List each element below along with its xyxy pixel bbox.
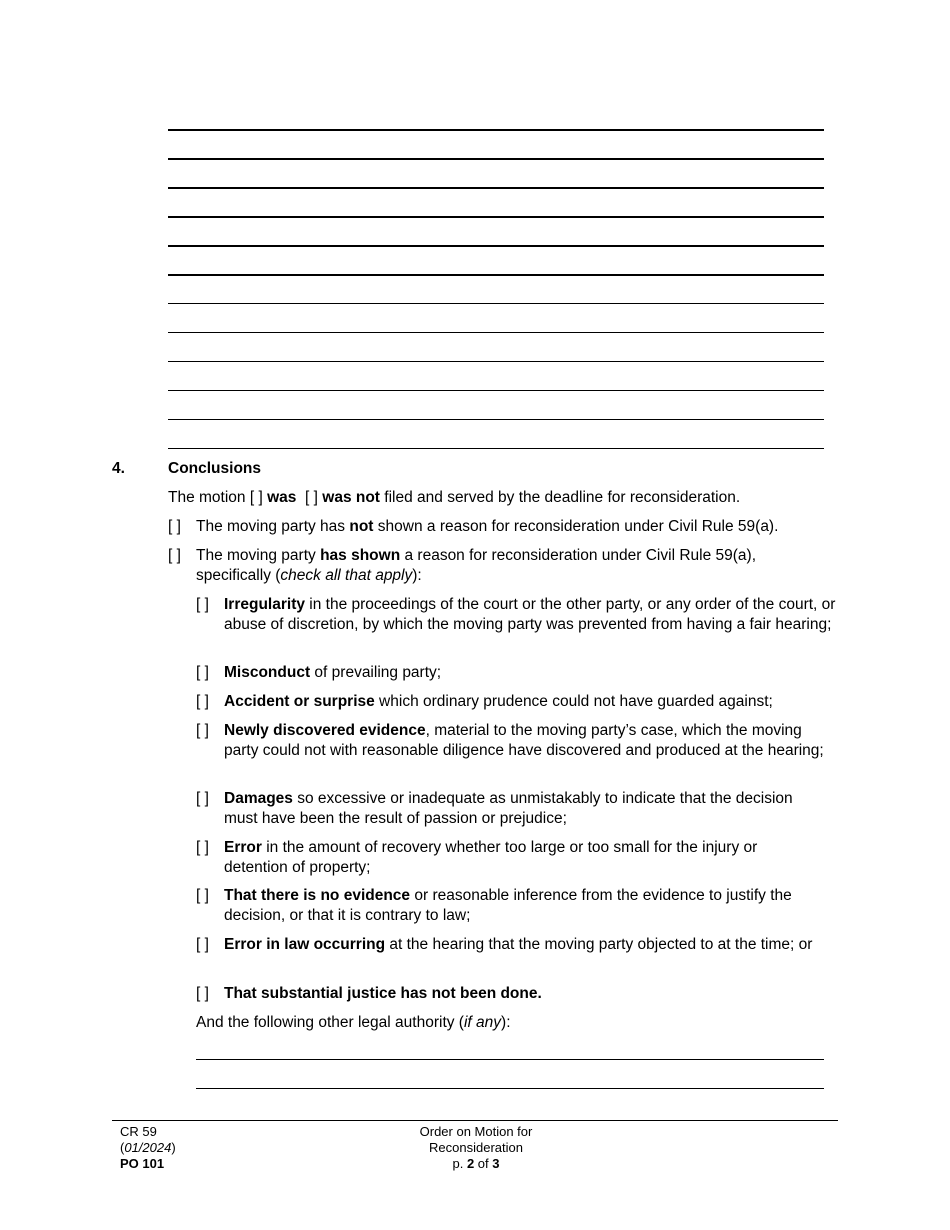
fill-line[interactable] (168, 245, 824, 247)
checkbox-was[interactable]: [ ] (249, 489, 263, 506)
checkbox-was-not[interactable]: [ ] (305, 489, 318, 506)
fill-line[interactable] (168, 187, 824, 189)
authority-line[interactable] (196, 1059, 824, 1060)
reason-error-in-law: Error in law occurring at the hearing that the moving party objected to at the time; or (224, 936, 813, 953)
section-heading: Conclusions (168, 460, 262, 477)
section-number: 4. (112, 460, 125, 477)
checkbox-no-evidence[interactable]: [ ] (196, 887, 209, 904)
fill-line[interactable] (168, 361, 824, 362)
checkbox-error-in-law[interactable]: [ ] (196, 936, 209, 953)
footer-divider (112, 1120, 838, 1121)
reason-new-evidence: Newly discovered evidence, material to the moving party’s case, which the moving party could not with reasonable diligence have discovered and produced at the hearing; (224, 722, 824, 759)
footer-title-1: Order on Motion for (419, 1124, 533, 1139)
fill-line[interactable] (168, 274, 824, 276)
reason-irregularity: Irregularity in the proceedings of the court or the other party, or any order of the court, or abuse of discretion, by which the moving party was prevented from having a fair hearing; (224, 596, 836, 633)
reason-damages: Damages so excessive or inadequate as unmistakably to indicate that the decision must have been the result of passion or prejudice; (224, 790, 793, 827)
fill-line[interactable] (168, 129, 824, 131)
fill-line[interactable] (168, 390, 824, 391)
fill-line[interactable] (168, 332, 824, 333)
checkbox-not-shown[interactable]: [ ] (168, 518, 181, 535)
footer-form-id: PO 101 (120, 1156, 165, 1171)
footer-title-2: Reconsideration (429, 1140, 523, 1155)
reason-error: Error in the amount of recovery whether too large or too small for the injury or detention of property; (224, 839, 758, 876)
footer-left (120, 1124, 176, 1172)
checkbox-new-evidence[interactable]: [ ] (196, 722, 209, 739)
footer-page: p. 2 of 3 (452, 1156, 500, 1171)
checkbox-accident[interactable]: [ ] (196, 693, 209, 710)
not-shown-text: The moving party has not shown a reason for reconsideration under Civil Rule 59(a). (196, 518, 779, 535)
fill-line[interactable] (168, 216, 824, 218)
checkbox-damages[interactable]: [ ] (196, 790, 209, 807)
checkbox-irregularity[interactable]: [ ] (196, 596, 209, 613)
checkbox-has-shown[interactable]: [ ] (168, 547, 181, 564)
authority-line[interactable] (196, 1088, 824, 1089)
footer-center (376, 1124, 576, 1172)
has-shown-text: The moving party has shown a reason for reconsideration under Civil Rule 59(a), (196, 547, 756, 564)
reason-misconduct: Misconduct of prevailing party; (224, 664, 442, 681)
has-shown-line2: specifically (check all that apply): (196, 567, 422, 584)
fill-line[interactable] (168, 419, 824, 420)
checkbox-substantial-justice[interactable]: [ ] (196, 985, 209, 1002)
checkbox-misconduct[interactable]: [ ] (196, 664, 209, 681)
checkbox-error[interactable]: [ ] (196, 839, 209, 856)
fill-line[interactable] (168, 448, 824, 449)
fill-line[interactable] (168, 158, 824, 160)
footer-rule: CR 59 (120, 1124, 157, 1139)
motion-line: The motion [ ] was [ ] was not filed and served by the deadline for reconsideration. (168, 489, 741, 506)
reason-substantial-justice: That substantial justice has not been done. (224, 985, 542, 1002)
fill-line[interactable] (168, 303, 824, 304)
legal-authority-label: And the following other legal authority (if any): (196, 1014, 511, 1031)
reason-accident: Accident or surprise which ordinary prudence could not have guarded against; (224, 693, 773, 710)
reason-no-evidence: That there is no evidence or reasonable inference from the evidence to justify the decision, or that it is contrary to law; (224, 887, 792, 924)
footer-date: (01/2024) (120, 1140, 176, 1155)
